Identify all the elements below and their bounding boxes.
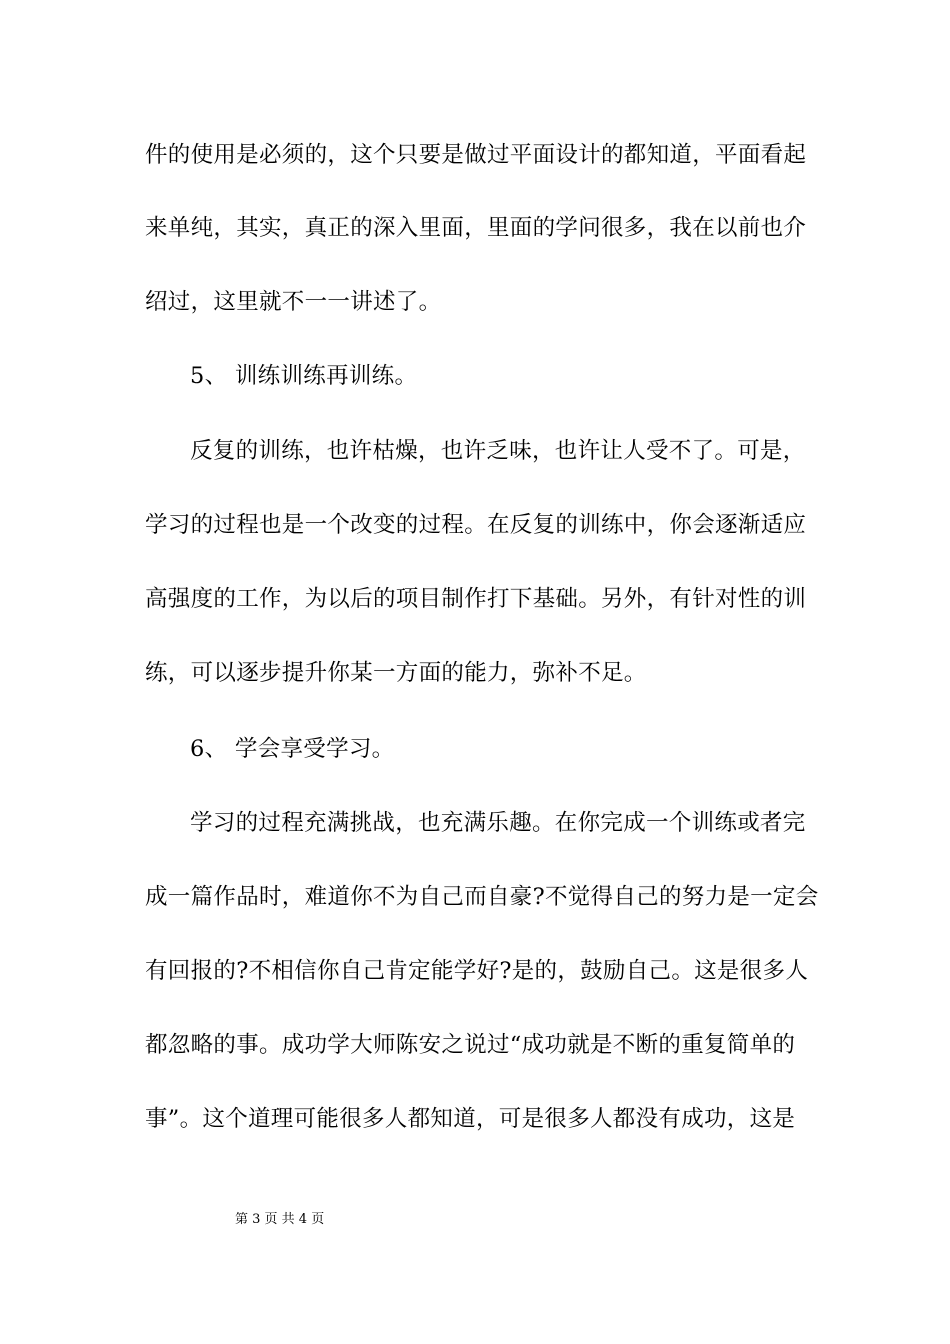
- body-line-8: 练，可以逐步提升你某一方面的能力，弥补不足。: [145, 660, 647, 686]
- body-line-13: 都忽略的事。成功学大师陈安之说过“成功就是不断的重复简单的: [145, 1032, 796, 1058]
- body-line-6: 学习的过程也是一个改变的过程。在反复的训练中，你会逐渐适应: [145, 512, 807, 538]
- page-number: 第 3 页 共 4 页: [235, 1212, 325, 1227]
- page-footer: [0, 1210, 950, 1230]
- body-line-11: 成一篇作品时，难道你不为自己而自豪?不觉得自己的努力是一定会: [145, 884, 819, 910]
- list-item-5: 5、 训练训练再训练。: [190, 363, 418, 389]
- body-line-7: 高强度的工作，为以后的项目制作打下基础。另外，有针对性的训: [145, 586, 807, 612]
- body-line-3: 绍过，这里就不一一讲述了。: [145, 289, 442, 315]
- body-line-12: 有回报的?不相信你自己肯定能学好?是的，鼓励自己。这是很多人: [145, 958, 809, 984]
- body-line-14: 事”。这个道理可能很多人都知道，可是很多人都没有成功，这是: [145, 1106, 796, 1132]
- list-item-6: 6、 学会享受学习。: [190, 736, 395, 762]
- body-line-1: 件的使用是必须的，这个只要是做过平面设计的都知道，平面看起: [145, 142, 807, 168]
- body-line-10: 学习的过程充满挑战，也充满乐趣。在你完成一个训练或者完: [190, 810, 806, 836]
- body-line-5: 反复的训练，也许枯燥，也许乏味，也许让人受不了。可是，: [190, 438, 806, 464]
- body-line-2: 来单纯，其实，真正的深入里面，里面的学问很多，我在以前也介: [145, 215, 807, 241]
